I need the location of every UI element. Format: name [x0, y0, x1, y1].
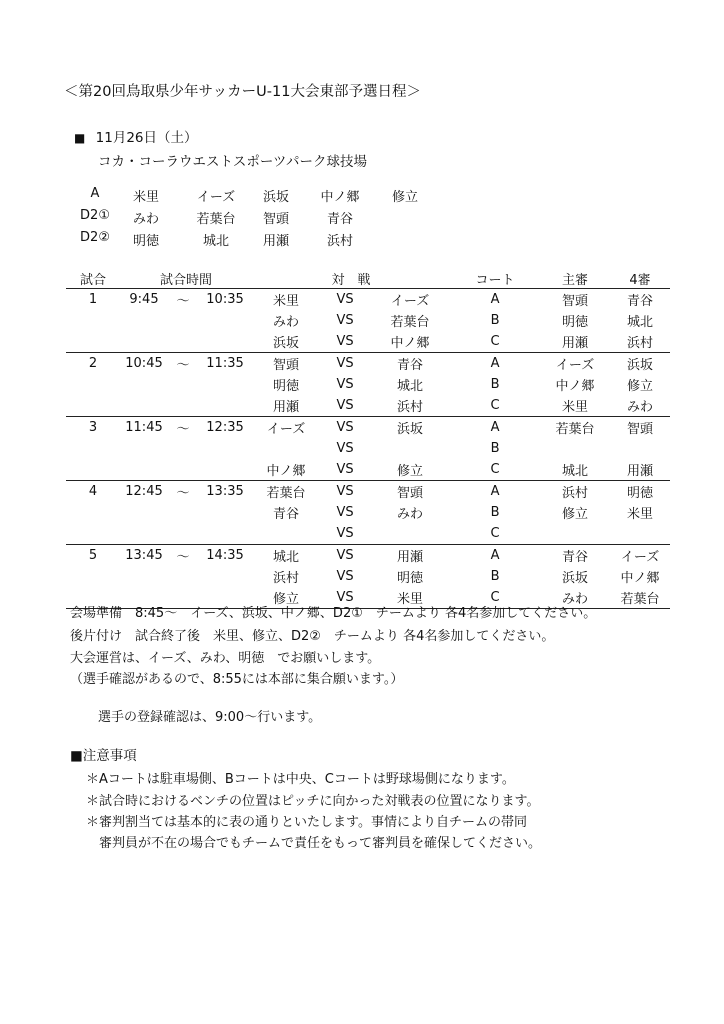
referee: 智頭 [562, 294, 589, 309]
court: B [490, 313, 500, 328]
time-separator: ～ [176, 486, 190, 501]
away-team: 浜坂 [397, 422, 424, 437]
referee [540, 438, 610, 459]
vs-label: VS [336, 548, 354, 563]
time-end: 12:35 [206, 420, 244, 435]
fourth-official: 青谷 [627, 294, 654, 309]
fourth-official: 明徳 [627, 486, 654, 501]
fourth-official [610, 438, 670, 459]
home-team: 明徳 [273, 379, 300, 394]
away-team: 若葉台 [390, 315, 430, 330]
time-start: 10:45 [125, 356, 163, 371]
group-team: 明徳 [132, 234, 160, 249]
away-team: 用瀬 [397, 550, 424, 565]
referee: 修立 [562, 507, 589, 522]
table-row [66, 374, 670, 395]
court: B [490, 441, 500, 456]
group-team: 用瀬 [262, 234, 290, 249]
referee: イーズ [555, 358, 595, 373]
vs-label: VS [320, 331, 370, 353]
home-team [252, 523, 320, 545]
court: A [490, 292, 500, 307]
home-team: 若葉台 [266, 486, 306, 501]
court: A [490, 356, 500, 371]
vs-label: VS [336, 441, 354, 456]
match-number: 1 [88, 292, 98, 307]
referee: 若葉台 [555, 422, 595, 437]
schedule-header-row [66, 268, 670, 289]
note-assembly: （選手確認があるので、8:55には本部に集合願います。） [70, 672, 404, 687]
table-row [66, 438, 670, 459]
vs-label: VS [336, 356, 354, 371]
away-team: 修立 [370, 459, 450, 481]
group-team: みわ [132, 212, 160, 227]
group-team: イーズ [196, 190, 236, 205]
attention-item: ＊審判割当ては基本的に表の通りといたします。事情により自チームの帯同 [86, 815, 527, 830]
table-row [66, 502, 670, 523]
group-team: 中ノ郷 [320, 190, 360, 205]
header-fourth: 4審 [610, 268, 670, 289]
group-label: D2② [80, 230, 110, 245]
away-team: 米里 [370, 587, 450, 609]
vs-label: VS [320, 523, 370, 545]
fourth-official: 米里 [627, 507, 654, 522]
referee: みわ [540, 587, 610, 609]
referee: 中ノ郷 [555, 379, 595, 394]
home-team [252, 438, 320, 459]
header-referee: 主審 [540, 268, 610, 289]
fourth-official: みわ [610, 395, 670, 417]
home-team: 米里 [273, 294, 300, 309]
time-separator: ～ [176, 422, 190, 437]
header-match: 試合 [66, 268, 120, 289]
fourth-official: イーズ [620, 550, 660, 565]
referee: 浜坂 [562, 571, 589, 586]
group-label: A [90, 186, 100, 201]
court: A [490, 484, 500, 499]
court: B [490, 569, 500, 584]
fourth-official: 智頭 [627, 422, 654, 437]
court: B [490, 505, 500, 520]
court: C [450, 331, 540, 353]
table-row [66, 331, 670, 353]
away-team: 明徳 [397, 571, 424, 586]
vs-label: VS [336, 484, 354, 499]
court: C [450, 459, 540, 481]
square-bullet-icon: ■ [74, 131, 86, 145]
away-team: 城北 [397, 379, 424, 394]
referee: 米里 [540, 395, 610, 417]
home-team: 浜坂 [252, 331, 320, 353]
away-team: 浜村 [370, 395, 450, 417]
vs-label: VS [320, 395, 370, 417]
group-team: 青谷 [326, 212, 354, 227]
referee: 用瀬 [540, 331, 610, 353]
home-team: 青谷 [273, 507, 300, 522]
away-team: みわ [397, 507, 424, 522]
table-row [66, 289, 670, 311]
schedule-table [66, 268, 670, 609]
table-row [66, 523, 670, 545]
fourth-official: 城北 [627, 315, 654, 330]
venue-name: コカ・コーラウエストスポーツパーク球技場 [98, 154, 368, 170]
court: C [450, 523, 540, 545]
match-number: 5 [88, 548, 98, 563]
attention-item: ＊試合時におけるベンチの位置はピッチに向かった対戦表の位置になります。 [86, 794, 540, 809]
vs-label: VS [320, 587, 370, 609]
home-team: 智頭 [273, 358, 300, 373]
registration-note: 選手の登録確認は、9:00～行います。 [98, 710, 322, 725]
attention-item: 審判員が不在の場合でもチームで責任をもって審判員を確保してください。 [86, 836, 542, 851]
header-court: コート [450, 268, 540, 289]
home-team: 浜村 [273, 571, 300, 586]
court: A [490, 420, 500, 435]
referee [540, 523, 610, 545]
attention-heading: ■注意事項 [70, 748, 137, 764]
table-row [66, 545, 670, 567]
time-separator: ～ [176, 294, 190, 309]
court: B [490, 377, 500, 392]
court: C [450, 395, 540, 417]
court: C [450, 587, 540, 609]
group-label: D2① [80, 208, 110, 223]
time-start: 11:45 [125, 420, 163, 435]
header-time: 試合時間 [120, 268, 252, 289]
court: A [490, 548, 500, 563]
match-number: 3 [88, 420, 98, 435]
time-end: 11:35 [206, 356, 244, 371]
group-team: 城北 [202, 234, 230, 249]
table-row [66, 353, 670, 375]
away-team [370, 523, 450, 545]
home-team: 修立 [252, 587, 320, 609]
note-operation: 大会運営は、イーズ、みわ、明徳 でお願いします。 [70, 651, 381, 666]
note-setup: 会場準備 8:45～ イーズ、浜坂、中ノ郷、D2① チームより 各4名参加してください。 [70, 606, 597, 621]
match-number: 2 [88, 356, 98, 371]
away-team: 中ノ郷 [370, 331, 450, 353]
table-row [66, 417, 670, 439]
match-number: 4 [88, 484, 98, 499]
referee: 青谷 [562, 550, 589, 565]
referee: 城北 [540, 459, 610, 481]
home-team: 城北 [273, 550, 300, 565]
home-team: 用瀬 [252, 395, 320, 417]
time-start: 13:45 [125, 548, 163, 563]
vs-label: VS [336, 569, 354, 584]
fourth-official: 若葉台 [610, 587, 670, 609]
time-end: 14:35 [206, 548, 244, 563]
vs-label: VS [336, 313, 354, 328]
time-end: 13:35 [206, 484, 244, 499]
time-separator: ～ [176, 550, 190, 565]
time-separator: ～ [176, 358, 190, 373]
home-team: イーズ [266, 422, 306, 437]
fourth-official [610, 523, 670, 545]
page-title: ＜第20回鳥取県少年サッカーU-11大会東部予選日程＞ [64, 84, 421, 100]
time-start: 12:45 [125, 484, 163, 499]
table-row [66, 481, 670, 503]
table-row [66, 459, 670, 481]
group-team: 米里 [132, 190, 160, 205]
referee: 浜村 [562, 486, 589, 501]
fourth-official: 修立 [627, 379, 654, 394]
away-team: イーズ [390, 294, 430, 309]
vs-label: VS [320, 459, 370, 481]
group-team: 浜村 [326, 234, 354, 249]
home-team: みわ [273, 315, 300, 330]
time-start: 9:45 [129, 292, 159, 307]
attention-item: ＊Aコートは駐車場側、Bコートは中央、Cコートは野球場側になります。 [86, 772, 515, 787]
home-team: 中ノ郷 [252, 459, 320, 481]
event-date [74, 126, 198, 146]
vs-label: VS [336, 505, 354, 520]
table-row [66, 395, 670, 417]
event-date-text: 11月26日（土） [95, 130, 198, 146]
group-team: 智頭 [262, 212, 290, 227]
referee: 明徳 [562, 315, 589, 330]
group-team: 若葉台 [196, 212, 236, 227]
time-end: 10:35 [206, 292, 244, 307]
header-matchup: 対 戦 [252, 268, 450, 289]
vs-label: VS [336, 377, 354, 392]
vs-label: VS [336, 292, 354, 307]
fourth-official: 浜坂 [627, 358, 654, 373]
table-row [66, 310, 670, 331]
group-team: 修立 [391, 190, 419, 205]
fourth-official: 用瀬 [610, 459, 670, 481]
group-team: 浜坂 [262, 190, 290, 205]
away-team: 智頭 [397, 486, 424, 501]
away-team [370, 438, 450, 459]
vs-label: VS [336, 420, 354, 435]
fourth-official: 浜村 [610, 331, 670, 353]
table-row [66, 566, 670, 587]
note-cleanup: 後片付け 試合終了後 米里、修立、D2② チームより 各4名参加してください。 [70, 629, 555, 644]
fourth-official: 中ノ郷 [620, 571, 660, 586]
away-team: 青谷 [397, 358, 424, 373]
